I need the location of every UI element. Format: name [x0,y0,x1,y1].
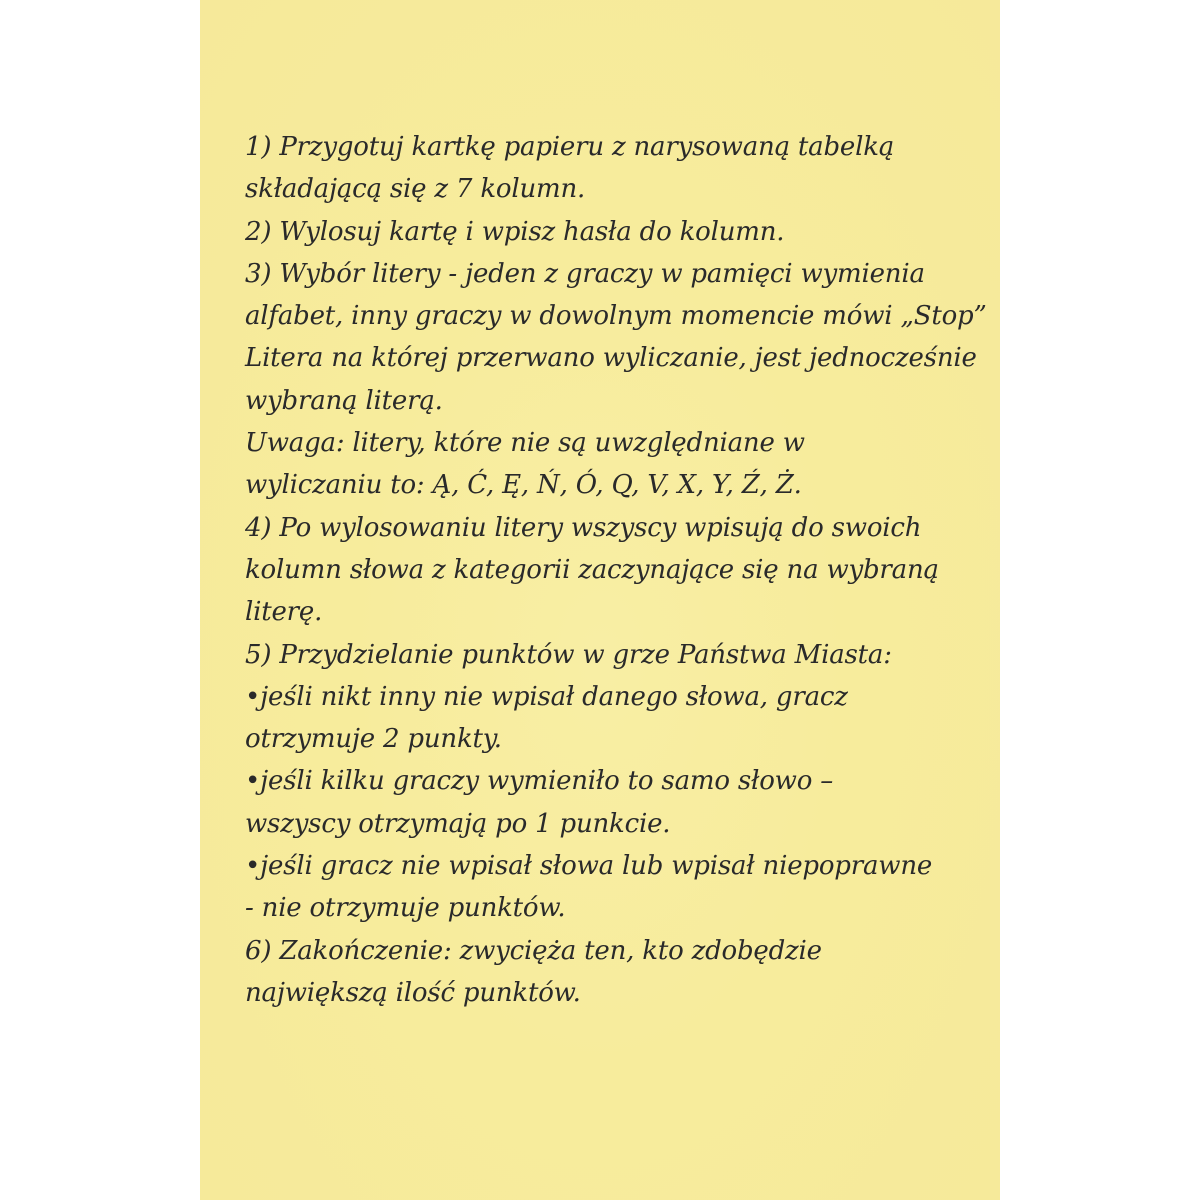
rules-line: składającą się z 7 kolumn. [245,174,586,205]
rules-line: 5) Przydzielanie punktów w grze Państwa Miasta: [245,639,892,670]
rules-line: 2) Wylosuj kartę i wpisz hasła do kolumn. [245,216,785,247]
rules-line: - nie otrzymuje punktów. [245,893,566,924]
rules-line: literę. [245,597,323,628]
rules-line: 4) Po wylosowaniu litery wszyscy wpisują do swoich [245,512,922,543]
rules-line: wyliczaniu to: Ą, Ć, Ę, Ń, Ó, Q, V, X, Y, Ź, Ż. [245,470,802,501]
rules-line: 1) Przygotuj kartkę papieru z narysowaną tabelką [245,132,895,162]
rules-line: •jeśli nikt inny nie wpisał danego słowa, gracz [245,681,848,712]
rules-line: •jeśli kilku graczy wymieniło to samo słowo – [245,766,834,797]
rules-line: wybraną literą. [245,385,443,416]
rules-line: kolumn słowa z kategorii zaczynające się na wybraną [245,554,939,585]
rules-card [200,0,1000,1200]
rules-line: 6) Zakończenie: zwycięża ten, kto zdobędzie [245,935,822,966]
rules-line: Uwaga: litery, które nie są uwzględniane w [245,428,805,459]
rules-line: otrzymuje 2 punkty. [245,724,502,755]
rules-line: wszyscy otrzymają po 1 punkcie. [245,808,671,839]
rules-line: alfabet, inny graczy w dowolnym momencie mówi „Stop” [245,301,987,332]
rules-line: •jeśli gracz nie wpisał słowa lub wpisał niepoprawne [245,851,933,882]
rules-line: 3) Wybór litery - jeden z graczy w pamięci wymienia [245,258,925,289]
rules-text [245,126,995,1014]
rules-line: największą ilość punktów. [245,977,581,1008]
rules-line: Litera na której przerwano wyliczanie, jest jednocześnie [245,343,977,374]
